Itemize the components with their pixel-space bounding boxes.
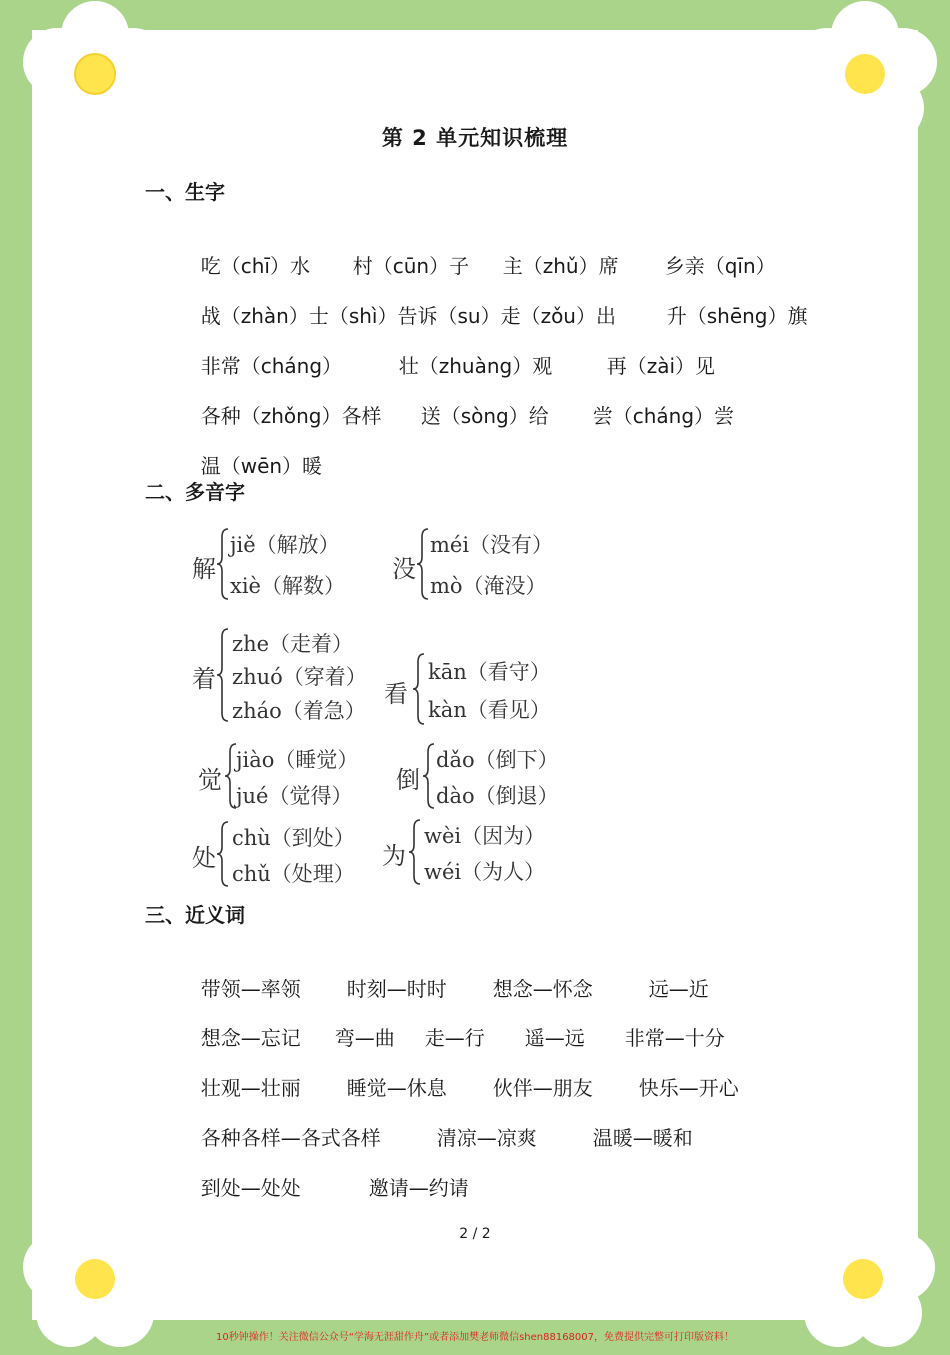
polyphone-reading: kàn（看见）	[428, 698, 551, 722]
shengzi-item: 村（cūn）子	[352, 254, 470, 278]
synonym-pair: 温暖—暖和	[592, 1126, 693, 1150]
brace-icon	[216, 527, 230, 601]
shengzi-line-4	[188, 376, 734, 429]
polyphone-reading: mò（淹没）	[430, 574, 547, 598]
page-number: 2 / 2	[459, 1226, 491, 1242]
shengzi-item: 战（zhàn）士（shì）告诉（su）走（zǒu）出	[200, 304, 616, 328]
polyphone-reading: wèi（因为）	[424, 824, 546, 848]
synonym-pair: 伙伴—朋友	[492, 1076, 593, 1100]
shengzi-line-1	[188, 226, 776, 279]
shengzi-item: 各种（zhǒng）各样	[200, 404, 382, 428]
polyphone-reading: chǔ（处理）	[232, 862, 355, 886]
polyphone-char: 为	[382, 842, 406, 870]
synonym-pair: 遥—远	[524, 1026, 585, 1050]
jinyici-line-5	[188, 1148, 469, 1201]
synonym-pair: 走—行	[424, 1026, 485, 1050]
section-heading-shengzi: 一、生字	[145, 180, 225, 204]
section-heading-jinyici: 三、近义词	[145, 903, 245, 927]
synonym-pair: 想念—忘记	[200, 1026, 301, 1050]
synonym-pair: 壮观—壮丽	[200, 1076, 301, 1100]
shengzi-line-2	[188, 276, 808, 329]
polyphone-reading: zhuó（穿着）	[232, 665, 367, 689]
polyphone-jie	[190, 525, 370, 605]
jinyici-line-2	[188, 998, 725, 1051]
polyphone-char: 没	[392, 555, 416, 583]
shengzi-item: 再（zài）见	[606, 354, 716, 378]
shengzi-item: 尝（cháng）尝	[592, 404, 735, 428]
synonym-pair: 想念—怀念	[492, 977, 593, 1001]
shengzi-line-3	[188, 326, 715, 379]
polyphone-reading: jué（觉得）	[236, 784, 353, 808]
polyphone-chu	[190, 818, 370, 890]
synonym-pair: 弯—曲	[334, 1026, 395, 1050]
polyphone-reading: wéi（为人）	[424, 860, 546, 884]
jinyici-line-3	[188, 1048, 739, 1101]
synonym-pair: 清凉—凉爽	[436, 1126, 537, 1150]
page-title: 第 2 单元知识梳理	[381, 126, 569, 150]
shengzi-item: 乡亲（qīn）	[664, 254, 776, 278]
polyphone-reading: zhe（走着）	[232, 632, 354, 656]
brace-icon	[216, 627, 230, 723]
synonym-pair: 到处—处处	[200, 1176, 301, 1200]
brace-icon	[416, 527, 430, 601]
polyphone-char: 着	[192, 665, 216, 693]
brace-icon	[408, 818, 422, 886]
synonym-pair: 快乐—开心	[638, 1076, 739, 1100]
shengzi-item: 主（zhǔ）席	[502, 254, 619, 278]
synonym-pair: 时刻—时时	[346, 977, 447, 1001]
jinyici-line-1	[188, 949, 709, 1002]
polyphone-reading: jiào（睡觉）	[236, 748, 359, 772]
polyphone-dao	[394, 740, 584, 812]
polyphone-char: 觉	[198, 766, 222, 794]
shengzi-item: 送（sòng）给	[420, 404, 549, 428]
polyphone-reading: dǎo（倒下）	[436, 748, 559, 772]
brace-icon	[216, 820, 230, 888]
synonym-pair: 各种各样—各式各样	[200, 1126, 381, 1150]
polyphone-reading: kān（看守）	[428, 660, 551, 684]
polyphone-mei	[390, 525, 580, 605]
synonym-pair: 远—近	[648, 977, 709, 1001]
jinyici-line-4	[188, 1098, 693, 1151]
polyphone-reading: zháo（着急）	[232, 699, 366, 723]
polyphone-reading: dào（倒退）	[436, 784, 559, 808]
shengzi-item: 非常（cháng）	[200, 354, 343, 378]
polyphone-jue	[196, 740, 376, 812]
polyphone-reading: chù（到处）	[232, 826, 355, 850]
brace-icon	[422, 742, 436, 810]
polyphone-reading: xiè（解数）	[230, 574, 345, 598]
polyphone-char: 看	[384, 680, 408, 708]
shengzi-line-5	[188, 426, 322, 479]
synonym-pair: 带领—率领	[200, 977, 301, 1001]
polyphone-reading: jiě（解放）	[230, 533, 340, 557]
polyphone-reading: méi（没有）	[430, 533, 554, 557]
shengzi-item: 吃（chī）水	[200, 254, 310, 278]
polyphone-zhe	[190, 625, 370, 725]
synonym-pair: 非常—十分	[624, 1026, 725, 1050]
polyphone-char: 处	[192, 844, 216, 872]
section-heading-duoyinzi: 二、多音字	[145, 480, 245, 504]
synonym-pair: 睡觉—休息	[346, 1076, 447, 1100]
shengzi-item: 壮（zhuàng）观	[398, 354, 553, 378]
shengzi-item: 升（shēng）旗	[666, 304, 808, 328]
promo-banner: 10秒钟操作！关注微信公众号“学海无涯甜作舟”或者添加樊老师微信shen88168007，免费提供完整可打印版资料！	[215, 1332, 735, 1343]
polyphone-wei	[380, 816, 570, 888]
brace-icon	[412, 652, 426, 726]
synonym-pair: 邀请—约请	[368, 1176, 469, 1200]
polyphone-char: 解	[192, 555, 216, 583]
polyphone-kan	[382, 650, 582, 730]
shengzi-item: 温（wēn）暖	[200, 454, 323, 478]
polyphone-char: 倒	[396, 766, 420, 794]
